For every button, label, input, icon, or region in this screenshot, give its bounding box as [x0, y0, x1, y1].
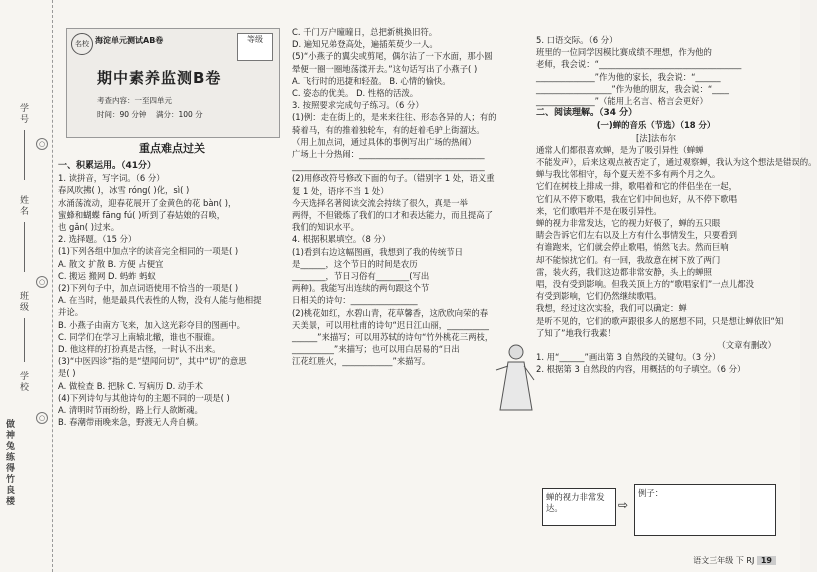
- passage-line: 却不能惊扰它们。有一回，我故意在树下放了两门: [536, 254, 721, 265]
- question-line: __________”来描写；也可以用白居易的“日出: [292, 344, 460, 355]
- question-line: 蜜蜂和蝴蝶 fāng fú( )听到了春姑娘的召唤，: [58, 209, 226, 220]
- margin-label-id: 学号: [20, 104, 30, 125]
- passage-line: 了知了”地我行我素！: [536, 327, 616, 338]
- option-line: C. 姿态的优美。 D. 性格的活泼。: [292, 88, 419, 99]
- option-line: D. 他这样的打扮真是古怪，一时认不出来。: [58, 344, 221, 355]
- binding-hole: ○: [36, 276, 48, 288]
- question-line: ________，节日习俗有________(写出: [292, 271, 430, 282]
- question-line: 日相关的诗句：________________: [292, 295, 418, 306]
- series-name: 海淀单元测试AB卷: [95, 36, 164, 45]
- margin-slogan: 做神兔练 得竹良楼: [6, 420, 16, 507]
- book-label: 语文三年级 下 RJ: [693, 556, 755, 565]
- summary-example-label: 例子：: [638, 488, 664, 498]
- question-line: 复 1 处，语序不当 1 处）: [292, 185, 389, 196]
- question-line: 班里的一位同学因模比赛成绩不理想，作为他的: [536, 47, 712, 58]
- logo-emblem: 名校: [71, 33, 93, 55]
- option-line: C. 同学们在学习上南辕北辙，谁也不服谁。: [58, 331, 220, 342]
- passage-line: 我们的知识水平。: [292, 222, 359, 233]
- question-line: （用上加点词，通过具体的事例写出广场的热闹）: [292, 136, 477, 147]
- question-line: 1. 用“______”画出第 3 自然段的关键句。（3 分）: [536, 352, 721, 363]
- answer-line[interactable]: ______________________________________________: [292, 161, 485, 172]
- passage-line: 蝉与我比邻相守，每个夏天差不多有两个月之久。: [536, 169, 721, 180]
- exam-time: 时间：90 分钟: [97, 110, 147, 119]
- option-line: D. 遍知兄弟登高处，遍插茱萸少一人。: [292, 39, 438, 50]
- exam-scope: 考查内容：一至四单元: [97, 96, 172, 105]
- margin-rule: [24, 130, 25, 180]
- option-line: B. 春潮带雨晚来急，野渡无人舟自横。: [58, 417, 204, 428]
- margin-label-class: 班级: [20, 292, 30, 313]
- question-title: 2. 选择题。（15 分）: [58, 234, 137, 245]
- margin-rule: [24, 318, 25, 362]
- answer-line[interactable]: ______________”作为他的家长，我会说：“______: [536, 71, 721, 82]
- option-line: B. 小燕子由南方飞来，加入这光彩夺目的图画中。: [58, 319, 245, 330]
- question-line: 春风吹拂( )，冰雪 róng( )化，sì( ): [58, 185, 190, 196]
- summary-box-claim: [542, 488, 616, 526]
- summary-claim-text: 蝉的视力非常发达。: [546, 492, 605, 513]
- question-line: 两种)。我能写出连续的两句跟这个节: [292, 283, 430, 294]
- question-title: 3. 按照要求完成句子练习。（6 分）: [292, 100, 424, 111]
- passage-line: 唱，没有受到影响。但我关顶上方的“歌唱家们”一点儿都没: [536, 279, 755, 290]
- question-line: (1)例：走在街上的，是来来往往、形态各异的人；有的: [292, 112, 497, 123]
- margin-label-name: 姓名: [20, 196, 30, 217]
- question-line: (2)下列句子中，加点词语使用不恰当的一项是( ): [58, 283, 239, 294]
- question-line: (2)桃花如红，水碧山青，花草馨香，这欣欣向荣的春: [292, 307, 489, 318]
- passage-line: 不能发声），后来这观点被否定了，通过观察蝉，我认为这个想法是错误的。: [536, 157, 817, 168]
- arrow-icon: ⇨: [618, 498, 629, 512]
- question-line: 是______，这个节日的时间是农历: [292, 258, 418, 269]
- question-line: 天美景，可以用杜甫的诗句“迟日江山丽，__________: [292, 319, 489, 330]
- reading-title: (一)蝉的音乐（节选）（18 分）: [596, 120, 716, 131]
- question-line: ______”来描写；可以用苏轼的诗句“竹外桃花三两枝，: [292, 332, 494, 343]
- question-line: (1)下列各组中加点字的读音完全相同的一项是( ): [58, 246, 239, 257]
- answer-line[interactable]: __________________”作为他的朋友，我会说：“____: [536, 83, 729, 94]
- question-line: 水涌荡流动，迎春花展开了金黄色的花 bàn( )，: [58, 197, 237, 208]
- passage-line: 来，它们歌唱并不是在吸引异性。: [536, 205, 662, 216]
- question-title: 5. 口语交际。（6 分）: [536, 35, 618, 45]
- passage-line: 睛会告诉它们左右以及上方有什么事情发生，只要看到: [536, 230, 737, 241]
- passage-line: 它们在树枝上排成一排，歌唱着和它的伴侣坐在一起，: [536, 181, 737, 192]
- passage-line: 是听不见的，它们的歌声跟很多人的愿想不同，只是想让蝉依旧“知: [536, 315, 784, 326]
- question-line: (5)“小燕子的翼尖或剪尾，偶尔沾了一下水面，那小圆: [292, 51, 493, 62]
- passage-line: 有受到影响，它们仍然继续歌唱。: [536, 291, 662, 302]
- question-line: (1)看到右边这幅图画，我想到了我的传统节日: [292, 246, 463, 257]
- column-middle: [292, 0, 524, 572]
- left-binding-margin: [0, 0, 53, 572]
- question-line: 是( ): [58, 368, 76, 379]
- question-line: 江花红胜火，____________”来描写。: [292, 356, 431, 367]
- question-title: 4. 根据积累填空。（8 分）: [292, 234, 391, 245]
- column-left: [58, 0, 280, 572]
- option-line: A. 飞行时的迅捷和轻盈。 B. 心情的愉快。: [292, 75, 451, 86]
- passage-line: 今天选择名著阅读交流会持续了很久，真是一举: [292, 197, 468, 208]
- option-line: A. 在当时，他是最具代表性的人物，没有人能与他相提: [58, 295, 262, 306]
- page-footer: [693, 555, 776, 566]
- passage-line: 雷，装火药，我们这边都非常安静，头上的蝉照: [536, 266, 712, 277]
- summary-box-example[interactable]: [634, 484, 776, 536]
- margin-rule: [24, 222, 25, 272]
- page-title: 期中素养监测B卷: [97, 69, 222, 87]
- question-line: 2. 根据第 3 自然段的内容，用概括的句子填空。（6 分）: [536, 364, 746, 375]
- section-heading: 二、阅读理解。（34 分）: [536, 108, 638, 119]
- option-line: C. 搬运 搬网 D. 蚂蚱 蚂蚁: [58, 270, 156, 281]
- passage-line: 两得，不但锻炼了我们的口才和表达能力，而且提高了: [292, 210, 493, 221]
- binding-hole: ○: [36, 138, 48, 150]
- question-title: 1. 读拼音，写字词。（6 分）: [58, 173, 165, 184]
- option-line: A. 清明时节雨纷纷，路上行人欲断魂。: [58, 405, 203, 416]
- answer-line[interactable]: ______________”（能用上名言、格言会更好）: [536, 96, 708, 107]
- question-line: (4)下列诗句与其他诗句的主题不同的一项是( ): [58, 392, 230, 403]
- page-number: 19: [757, 556, 776, 565]
- option-line: 并论。: [58, 307, 84, 318]
- grade-label: 等级: [247, 35, 263, 44]
- section-banner: 重点难点过关: [139, 142, 205, 155]
- option-line: C. 千门万户曈曈日，总把新桃换旧符。: [292, 27, 438, 37]
- section-heading: 一、积累运用。（41分）: [58, 161, 157, 171]
- answer-line[interactable]: 广场上十分热闹：______________________________: [292, 149, 485, 160]
- reading-author: [法]法布尔: [635, 132, 677, 143]
- passage-line: 通常人们都很喜欢蝉，是为了吸引异性（蝉蝉: [536, 144, 704, 155]
- passage-line: 有谁跑来，它们就会停止歌唱，悄然飞去。然而巨响: [536, 242, 729, 253]
- illustration-figure: [492, 340, 536, 420]
- passage-line: 我想，经过这次实验，我们可以确定：蝉: [536, 303, 687, 314]
- question-line: (2)用修改符号修改下面的句子。（错别字 1 处，语义重: [292, 173, 495, 184]
- question-line: 晕便一圈一圈地荡漾开去。”这句话写出了小燕子( ): [292, 63, 478, 74]
- passage-line: 它们从不停下歌唱，我在它们中间也好，从不停下歌唱: [536, 193, 737, 204]
- question-line: 骑着马，有的推着独轮车，有的赶着毛驴上街溜达。: [292, 124, 485, 135]
- margin-label-school: 学校: [20, 372, 30, 393]
- passage-line: 蝉的视力非常发达，它的视力好极了，蝉的五只眼: [536, 218, 721, 229]
- question-line: (3)“中医四诊”指的是“望闻问切”，其中“切”的意思: [58, 356, 247, 367]
- option-line: A. 散文 扩散 B. 方便 占便宜: [58, 258, 164, 269]
- answer-line[interactable]: 老师，我会说：“__________________________________: [536, 59, 742, 70]
- option-line: A. 做检查 B. 把脉 C. 写病历 D. 动手术: [58, 380, 204, 391]
- binding-hole: ○: [36, 412, 48, 424]
- source-note: （文章有删改）: [717, 340, 776, 351]
- question-line: 也 gǎn( )过来。: [58, 222, 120, 233]
- exam-score: 满分：100 分: [155, 110, 203, 119]
